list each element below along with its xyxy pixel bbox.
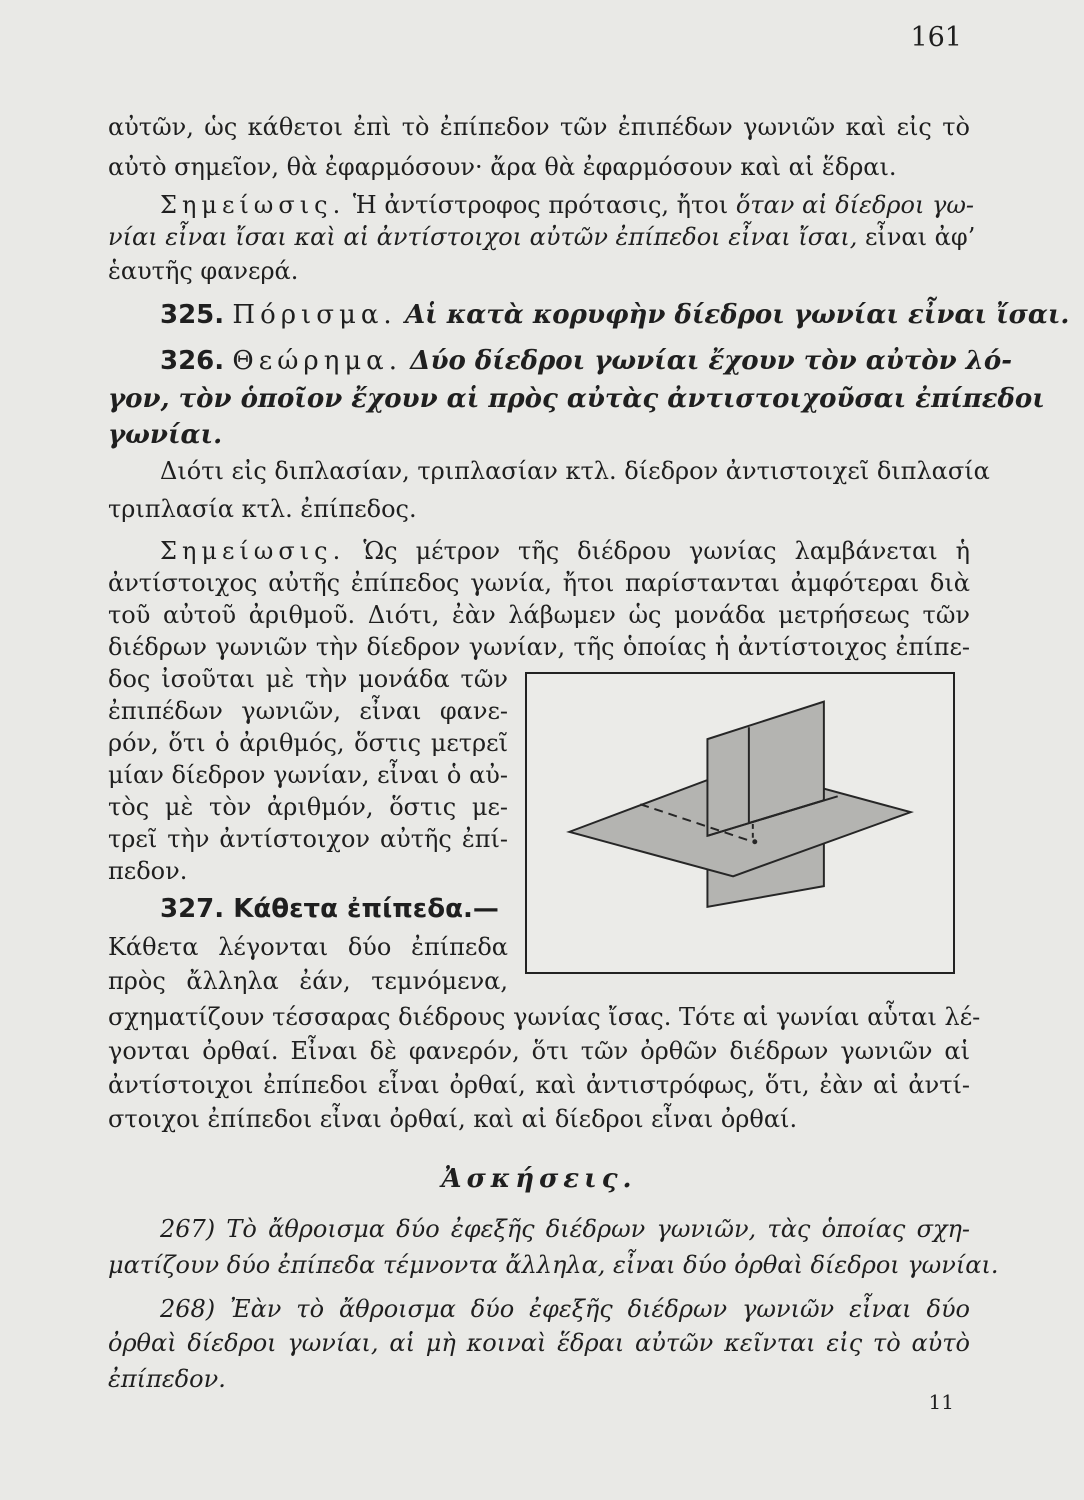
remark2-line-3: τοῦ αὐτοῦ ἀριθμοῦ. Διότι, ἐὰν λάβωμεν ὡς μονάδα μετρήσεως τῶν	[108, 601, 970, 629]
intro-line-2: αὐτὸ σημεῖον, θὰ ἐφαρμόσουν· ἄρα θὰ ἐφαρμόσουν καὶ αἱ ἕδραι.	[108, 153, 897, 181]
remark2-label: Σημείωσις.	[160, 537, 346, 565]
section-325-text: Αἱ κατὰ κορυφὴν δίεδροι γωνίαι εἶναι ἴσαι.	[404, 300, 1070, 330]
signature-mark: 11	[928, 1390, 954, 1414]
section-326-line-1	[160, 346, 1013, 376]
section-327-heading: 327. Κάθετα ἐπίπεδα.—	[160, 894, 499, 924]
exercise-267-line-1: 267) Τὸ ἄθροισμα δύο ἐφεξῆς διέδρων γωνιῶν, τὰς ὁποίας σχη-	[160, 1215, 970, 1243]
remark1-line-3: ἑαυτῆς φανερά.	[108, 257, 299, 285]
s327-line-6: στοιχοι ἐπίπεδοι εἶναι ὀρθαί, καὶ αἱ δίεδροι εἶναι ὀρθαί.	[108, 1105, 798, 1133]
remark2-line-1	[160, 536, 970, 566]
remark2-line-10: τρεῖ τὴν ἀντίστοιχον αὐτῆς ἐπί-	[108, 825, 508, 853]
remark2-line-6: ἐπιπέδων γωνιῶν, εἶναι φανε-	[108, 697, 508, 725]
section-325	[160, 300, 1070, 330]
remark2-line-8: μίαν δίεδρον γωνίαν, εἶναι ὁ αὐ-	[108, 761, 508, 789]
remark1-line-1	[160, 190, 975, 220]
remark2-line-5: δος ἰσοῦται μὲ τὴν μονάδα τῶν	[108, 665, 508, 693]
remark1-italic-1: ὅταν αἱ δίεδροι γω-	[735, 191, 975, 219]
proof-326-line-1: Διότι εἰς διπλασίαν, τριπλασίαν κτλ. δίεδρον ἀντιστοιχεῖ διπλασία	[160, 457, 990, 485]
page-number: 161	[910, 22, 962, 53]
perpendicular-planes-diagram	[527, 674, 953, 972]
s327-line-1: Κάθετα λέγονται δύο ἐπίπεδα	[108, 933, 508, 961]
remark1-text-1: Ἡ ἀντίστροφος πρότασις, ἤτοι	[352, 191, 729, 219]
remark2-line-2: ἀντίστοιχος αὐτῆς ἐπίπεδος γωνία, ἤτοι παρίστανται ἀμφότεραι διὰ	[108, 569, 970, 597]
s327-line-2: πρὸς ἄλληλα ἐάν, τεμνόμενα,	[108, 967, 508, 995]
theorem-326-text-1: Δύο δίεδροι γωνίαι ἔχουν τὸν αὐτὸν λό-	[410, 346, 1013, 376]
remark2-text-1: Ὡς μέτρον τῆς διέδρου γωνίας λαμβάνεται ἡ	[363, 537, 970, 565]
remark2-line-11: πεδον.	[108, 857, 188, 885]
remark2-line-7: ρόν, ὅτι ὁ ἀριθμός, ὅστις μετρεῖ	[108, 729, 508, 757]
exercise-268-line-1: 268) Ἐὰν τὸ ἄθροισμα δύο ἐφεξῆς διέδρων γωνιῶν εἶναι δύο	[160, 1295, 970, 1323]
exercise-268-line-2: ὀρθαὶ δίεδροι γωνίαι, αἱ μὴ κοιναὶ ἕδραι αὐτῶν κεῖνται εἰς τὸ αὐτὸ	[108, 1329, 970, 1357]
section-325-number: 325.	[160, 300, 225, 330]
section-325-label: Πόρισμα.	[232, 300, 397, 330]
s327-line-4: γονται ὀρθαί. Εἶναι δὲ φανερόν, ὅτι τῶν ὀρθῶν διέδρων γωνιῶν αἱ	[108, 1037, 970, 1065]
s327-line-5: ἀντίστοιχοι ἐπίπεδοι εἶναι ὀρθαί, καὶ ἀντιστρόφως, ὅτι, ἐὰν αἱ ἀντί-	[108, 1071, 970, 1099]
perpendicular-planes-figure	[525, 672, 955, 974]
section-326-label: Θεώρημα.	[232, 346, 402, 376]
theorem-326-text-2: γον, τὸν ὁποῖον ἔχουν αἱ πρὸς αὐτὰς ἀντιστοιχοῦσαι ἐπίπεδοι	[108, 384, 1045, 414]
exercises-title: Ἀσκήσεις.	[441, 1164, 637, 1194]
remark1-italic-2: νίαι εἶναι ἴσαι καὶ αἱ ἀντίστοιχοι αὐτῶν ἐπίπεδοι εἶναι ἴσαι,	[108, 223, 858, 251]
exercise-268-line-3: ἐπίπεδον.	[108, 1365, 226, 1393]
remark2-line-9: τὸς μὲ τὸν ἀριθμόν, ὅστις με-	[108, 793, 508, 821]
proof-326-line-2: τριπλασία κτλ. ἐπίπεδος.	[108, 495, 417, 523]
remark1-label: Σημείωσις.	[160, 191, 346, 219]
remark1-text-2: εἶναι ἀφ’	[865, 223, 976, 251]
section-326-number: 326.	[160, 346, 225, 376]
remark2-line-4: διέδρων γωνιῶν τὴν δίεδρον γωνίαν, τῆς ὁποίας ἡ ἀντίστοιχος ἐπίπε-	[108, 633, 970, 661]
exercise-267-line-2: ματίζουν δύο ἐπίπεδα τέμνοντα ἄλληλα, εἶναι δύο ὀρθαὶ δίεδροι γωνίαι.	[108, 1251, 999, 1279]
intro-line-1: αὐτῶν, ὡς κάθετοι ἐπὶ τὸ ἐπίπεδον τῶν ἐπιπέδων γωνιῶν καὶ εἰς τὸ	[108, 113, 970, 141]
s327-line-3: σχηματίζουν τέσσαρας διέδρους γωνίας ἴσας. Τότε αἱ γωνίαι αὗται λέ-	[108, 1003, 981, 1031]
vertex-point	[752, 839, 757, 844]
remark1-line-2	[108, 222, 976, 252]
theorem-326-text-3: γωνίαι.	[108, 420, 223, 450]
